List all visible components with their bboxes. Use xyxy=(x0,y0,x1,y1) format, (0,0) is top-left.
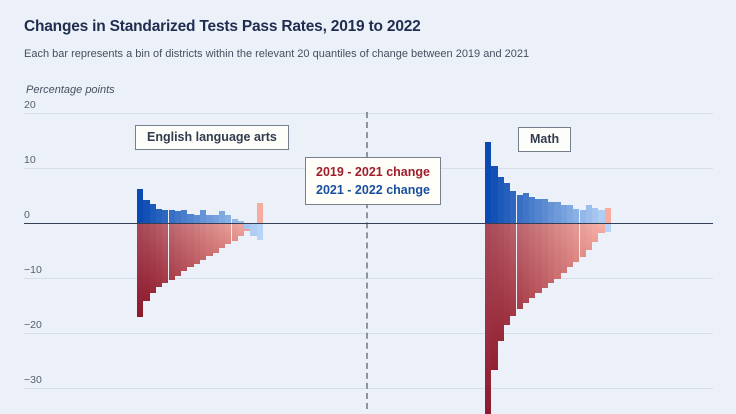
legend xyxy=(305,157,441,205)
gridline xyxy=(24,333,713,334)
gridline xyxy=(24,278,713,279)
bar-2019-2021-math xyxy=(605,208,611,224)
y-tick-label: 0 xyxy=(24,208,30,221)
gridline xyxy=(24,388,713,389)
chart-title: Changes in Standarized Tests Pass Rates, 2019 to 2022 xyxy=(24,18,421,35)
legend-item-2019-2021: 2019 - 2021 change xyxy=(316,165,430,179)
group-label-math: Math xyxy=(518,127,571,152)
y-tick-label: −30 xyxy=(24,373,42,386)
bar-2019-2021-ela xyxy=(257,203,263,224)
legend-item-2021-2022: 2021 - 2022 change xyxy=(316,183,430,198)
chart-subtitle: Each bar represents a bin of districts within the relevant 20 quantiles of change between 2019 and 2021 xyxy=(24,48,530,60)
zero-axis-line xyxy=(24,223,713,225)
y-tick-label: 10 xyxy=(24,153,36,166)
y-tick-label: −20 xyxy=(24,318,42,331)
y-tick-label: −10 xyxy=(24,263,42,276)
group-label-ela: English language arts xyxy=(135,125,289,150)
gridline xyxy=(24,113,713,114)
bar-2021-2022-ela xyxy=(257,224,263,241)
y-tick-label: 20 xyxy=(24,98,36,111)
y-axis-unit-label: Percentage points xyxy=(26,84,115,96)
bar-2021-2022-math xyxy=(605,224,611,232)
